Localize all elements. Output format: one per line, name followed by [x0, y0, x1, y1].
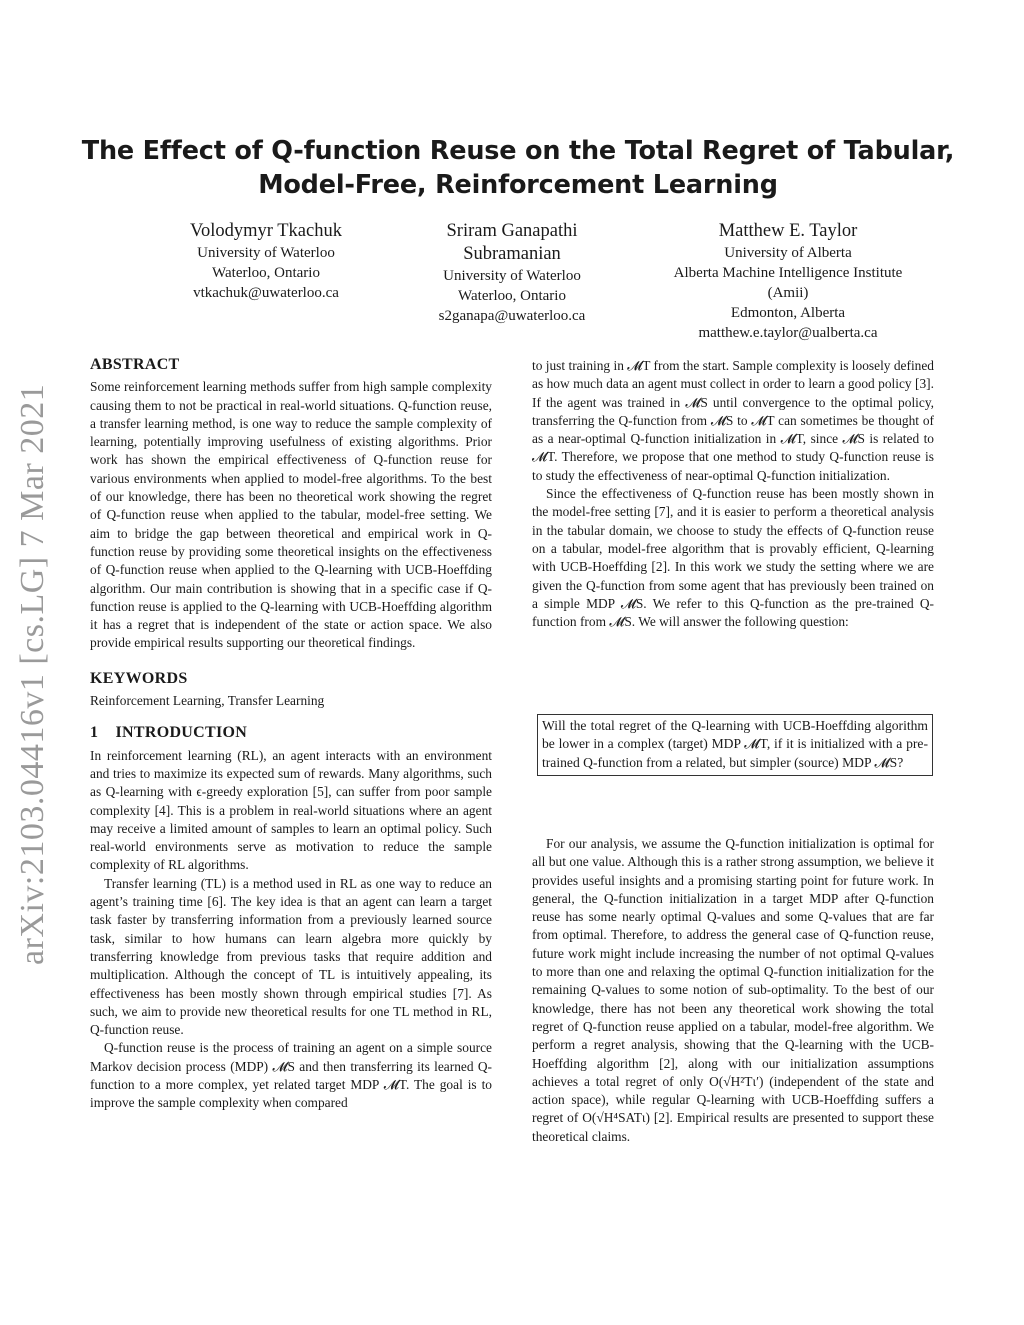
right-column-top: [532, 357, 934, 631]
author-name: Matthew E. Taylor: [718, 221, 858, 241]
left-column: [90, 356, 492, 1113]
title-line-2: Model-Free, Reinforcement Learning: [258, 170, 778, 200]
author-3: [638, 220, 938, 343]
author-name: Sriram Ganapathi: [446, 221, 578, 241]
intro-paragraph-4: to just training in 𝓜T from the start. Sample complexity is loosely defined as how much data an agent must collect in order to learn a good policy [3]. If the agent was trained in 𝓜S until convergence to the optimal policy, transferring the Q-function from 𝓜S to 𝓜T can sometimes be thought of as a near-optimal Q-function initialization in 𝓜T, since 𝓜S is related to 𝓜T. Therefore, we propose that one method to study Q-function reuse is to study the effectiveness of near-optimal Q-function initialization.: [532, 358, 934, 483]
intro-paragraph-1: In reinforcement learning (RL), an agent interacts with an environment and tries to maximize its expected sum of rewards. Many algorithms, such as Q-learning with ϵ-greedy exploration [5], can suffer from poor sample complexity [4]. This is a problem in real-world situations where an agent may receive a limited amount of samples to learn an optimal policy. Such real-world environments serve as motivation to reduce the sample complexity of RL algorithms.: [90, 747, 492, 873]
abstract-text: Some reinforcement learning methods suffer from high sample complexity causing them to not be practical in real-world situations. Q-function reuse, a transfer learning method, is one way to reduce the sample complexity of learning, potentially improving usefulness of existing algorithms. Prior work has shown the empirical effectiveness of Q-function reuse for various environments when applied to model-free algorithms. To the best of our knowledge, there has been no theoretical work showing the regret of Q-function reuse when applied to the tabular, model-free setting. We aim to bridge the gap between theoretical and empirical work in Q-function reuse by providing some theoretical insights on the effectiveness of Q-function reuse when applied to the Q-learning with UCB-Hoeffding algorithm. Our main contribution is showing that in a specific case if Q-function reuse is applied to the Q-learning with UCB-Hoeffding algorithm it has a regret that is independent of the state or action space. We also provide empirical results supporting our theoretical findings.: [90, 379, 492, 651]
introduction-heading: 1 INTRODUCTION: [90, 724, 248, 742]
author-location: Waterloo, Ontario: [212, 265, 320, 281]
keywords-heading: KEYWORDS: [90, 669, 188, 687]
author-email: s2ganapa@uwaterloo.ca: [438, 308, 586, 324]
author-email: matthew.e.taylor@ualberta.ca: [698, 325, 878, 341]
author-name-cont: Subramanian: [463, 244, 561, 264]
author-1: [136, 220, 396, 303]
intro-paragraph-5: Since the effectiveness of Q-function reuse has been mostly shown in the model-free setting [7], and it is easier to perform a theoretical analysis in the tabular domain, we choose to study the effects of Q-function reuse on a tabular, model-free algorithm that is provably efficient, Q-learning with UCB-Hoeffding [2]. In this work we study the setting where we are given the Q-function from some agent that has previously been trained on a simple MDP 𝓜S. We refer to this Q-function as the pre-trained Q-function from 𝓜S. We will answer the following question:: [532, 486, 934, 630]
author-2: [382, 220, 642, 326]
title-line-1: The Effect of Q-function Reuse on the Total Regret of Tabular,: [81, 136, 955, 166]
paper-title: [60, 134, 976, 202]
right-column-bottom: [532, 835, 934, 1146]
research-question-box: Will the total regret of the Q-learning with UCB-Hoeffding algorithm be lower in a complex (target) MDP 𝓜T, if it is initialized with a pre-trained Q-function from a related, but simpler (source) MDP 𝓜S?: [537, 714, 933, 776]
author-affiliation: University of Waterloo: [443, 268, 581, 284]
author-location: Waterloo, Ontario: [458, 288, 566, 304]
intro-paragraph-3: Q-function reuse is the process of training an agent on a simple source Markov decision process (MDP) 𝓜S and then transferring its learned Q-function to a more complex, yet related target MDP 𝓜T. The goal is to improve the sample complexity when compared: [90, 1040, 492, 1111]
author-affiliation: University of Waterloo: [197, 245, 335, 261]
author-affiliation-abbrev: (Amii): [767, 285, 809, 301]
intro-paragraph-6: For our analysis, we assume the Q-function initialization is optimal for all but one value. Although this is a rather strong assumption, we believe it provides useful insights and a promising starting point for future work. In general, the Q-function initialization in a target MDP after Q-function reuse has some nearly optimal Q-values and some Q-values that are far from optimal. Therefore, to address the general case of Q-function reuse, future work might include increasing the number of not optimal Q-values to more than one and relaxing the optimal Q-function initialization for the remaining Q-values to some notion of sub-optimality. To the best of our knowledge, there has not been any theoretical work showing the total regret of Q-function reuse applied on a tabular, model-free algorithm. We perform a regret analysis, showing that the Q-learning with the UCB-Hoeffding algorithm [2], along with our initialization assumptions achieves a total regret of only O(√H²Tι′) (independent of the state and action space), while regular Q-learning with UCB-Hoeffding suffers a regret of O(√H⁴SATι) [2]. Empirical results are presented to support these theoretical claims.: [532, 836, 934, 1144]
keywords-text: Reinforcement Learning, Transfer Learning: [90, 693, 325, 709]
abstract-heading: ABSTRACT: [90, 356, 180, 373]
author-affiliation: University of Alberta: [724, 245, 852, 261]
intro-paragraph-2: Transfer learning (TL) is a method used in RL as one way to reduce an agent’s training time [6]. The key idea is that an agent can learn a target task faster by transferring information from a previously learned source task, similar to how humans can learn algebra more quickly by transferring knowledge from previous tasks that require addition and multiplication. Although the concept of TL is intuitively appealing, its effectiveness has been mostly shown through empirical studies [7]. As such, we aim to provide new theoretical results for one TL method in RL, Q-function reuse.: [90, 875, 492, 1038]
author-name: Volodymyr Tkachuk: [190, 221, 342, 241]
author-email: vtkachuk@uwaterloo.ca: [193, 285, 339, 301]
author-location: Edmonton, Alberta: [730, 305, 846, 321]
author-affiliation-2: Alberta Machine Intelligence Institute: [673, 265, 903, 281]
arxiv-sidebar-id: arXiv:2103.04416v1 [cs.LG] 7 Mar 2021: [14, 383, 51, 965]
